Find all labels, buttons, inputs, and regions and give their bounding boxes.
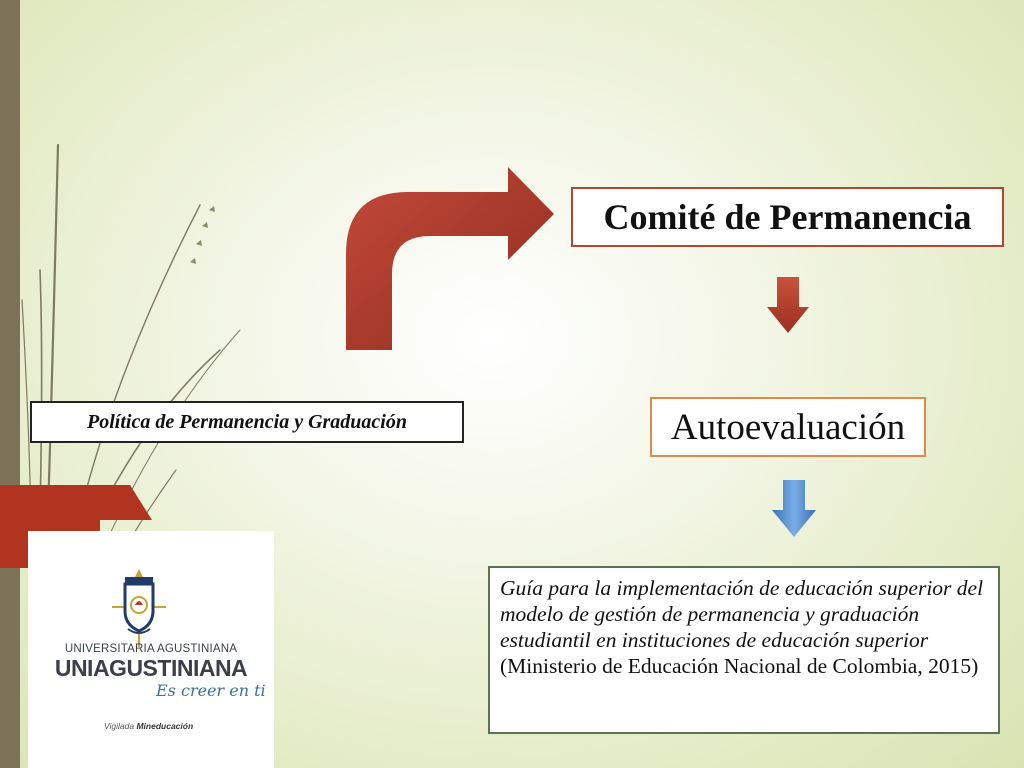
guide-title: Guía para la implementación de educación superior del modelo de gestión de permanencia y graduación estudiantil en instituciones de educación superior [500,576,984,652]
logo-supervised-by: Mineducación [136,721,194,731]
down-arrow-red-icon [766,277,810,335]
university-logo [28,531,274,768]
committee-box [571,187,1004,247]
self-evaluation-box [650,397,926,457]
logo-line-1: UNIVERSITARIA AGUSTINIANA [64,643,238,655]
committee-label: Comité de Permanencia [603,197,972,237]
bent-up-right-arrow-icon [340,165,560,355]
logo-supervised [104,721,193,731]
policy-box [30,401,464,443]
logo-supervised-prefix: Vigilada [104,721,135,731]
guide-box [488,566,1000,734]
logo-line-2: UNIAGUSTINIANA [54,655,248,681]
logo-tagline: Es creer en ti [156,681,266,700]
self-evaluation-label: Autoevaluación [670,406,906,448]
policy-label: Política de Permanencia y Graduación [87,410,407,433]
guide-citation: (Ministerio de Educación Nacional de Colombia, 2015) [500,654,979,678]
down-arrow-blue-icon [771,480,817,538]
shield-icon [110,567,168,649]
